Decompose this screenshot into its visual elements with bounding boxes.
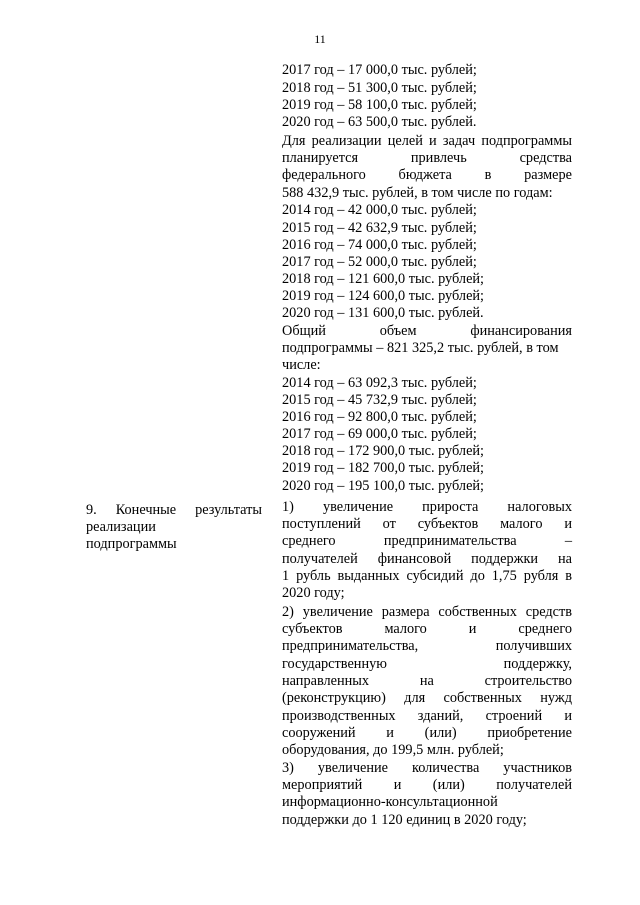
text-line: 1) увеличение прироста налоговых	[282, 499, 572, 515]
text-line: федерального бюджета в размере	[282, 167, 572, 183]
text-line: 2018 год – 121 600,0 тыс. рублей;	[282, 271, 485, 287]
text-line: получателей финансовой поддержки на	[282, 551, 572, 567]
text-line: 2016 год – 92 800,0 тыс. рублей;	[282, 409, 477, 425]
text-line: 2014 год – 63 092,3 тыс. рублей;	[282, 375, 477, 391]
text-line: 2020 году;	[282, 585, 345, 601]
text-line: планируется привлечь средства	[282, 150, 572, 166]
text-line: 2014 год – 42 000,0 тыс. рублей;	[282, 202, 477, 218]
text-line: 2020 год – 195 100,0 тыс. рублей;	[282, 478, 485, 494]
text-line: Для реализации целей и задач подпрограммы	[282, 133, 572, 149]
text-line: информационно-консультационной	[282, 794, 498, 810]
text-line: 2017 год – 17 000,0 тыс. рублей;	[282, 62, 477, 78]
text-line: предпринимательства, получивших	[282, 638, 572, 654]
text-line: подпрограммы – 821 325,2 тыс. рублей, в том	[282, 340, 559, 356]
text-line: 2) увеличение размера собственных средств	[282, 604, 572, 620]
text-line: производственных зданий, строений и	[282, 708, 572, 724]
text-line: поддержки до 1 120 единиц в 2020 году;	[282, 812, 527, 828]
text-line: государственную поддержку,	[282, 656, 572, 672]
text-line: поступлений от субъектов малого и	[282, 516, 572, 532]
text-line: (реконструкцию) для собственных нужд	[282, 690, 572, 706]
text-line: 2019 год – 124 600,0 тыс. рублей;	[282, 288, 485, 304]
text-line: 2019 год – 182 700,0 тыс. рублей;	[282, 460, 485, 476]
text-line: 2020 год – 63 500,0 тыс. рублей.	[282, 114, 477, 130]
text-line: 588 432,9 тыс. рублей, в том числе по годам:	[282, 185, 553, 201]
text-line: мероприятий и (или) получателей	[282, 777, 572, 793]
text-line: направленных на строительство	[282, 673, 572, 689]
heading-line: подпрограммы	[86, 536, 177, 552]
text-line: Общий объем финансирования	[282, 323, 572, 339]
text-line: 2019 год – 58 100,0 тыс. рублей;	[282, 97, 477, 113]
text-line: 1 рубль выданных субсидий до 1,75 рубля в	[282, 568, 572, 584]
heading-line: 9. Конечные результаты	[86, 502, 262, 518]
text-line: среднего предпринимательства –	[282, 533, 572, 549]
text-line: 2015 год – 42 632,9 тыс. рублей;	[282, 220, 477, 236]
page-number: 11	[314, 32, 326, 46]
text-line: 2020 год – 131 600,0 тыс. рублей.	[282, 305, 484, 321]
text-line: сооружений и (или) приобретение	[282, 725, 572, 741]
text-line: 2017 год – 52 000,0 тыс. рублей;	[282, 254, 477, 270]
text-line: 2018 год – 172 900,0 тыс. рублей;	[282, 443, 485, 459]
text-line: 2017 год – 69 000,0 тыс. рублей;	[282, 426, 477, 442]
text-line: числе:	[282, 357, 321, 373]
text-line: 2015 год – 45 732,9 тыс. рублей;	[282, 392, 477, 408]
heading-line: реализации	[86, 519, 156, 535]
text-line: 2016 год – 74 000,0 тыс. рублей;	[282, 237, 477, 253]
text-line: субъектов малого и среднего	[282, 621, 572, 637]
text-line: 2018 год – 51 300,0 тыс. рублей;	[282, 80, 477, 96]
text-line: 3) увеличение количества участников	[282, 760, 572, 776]
text-line: оборудования, до 199,5 млн. рублей;	[282, 742, 504, 758]
